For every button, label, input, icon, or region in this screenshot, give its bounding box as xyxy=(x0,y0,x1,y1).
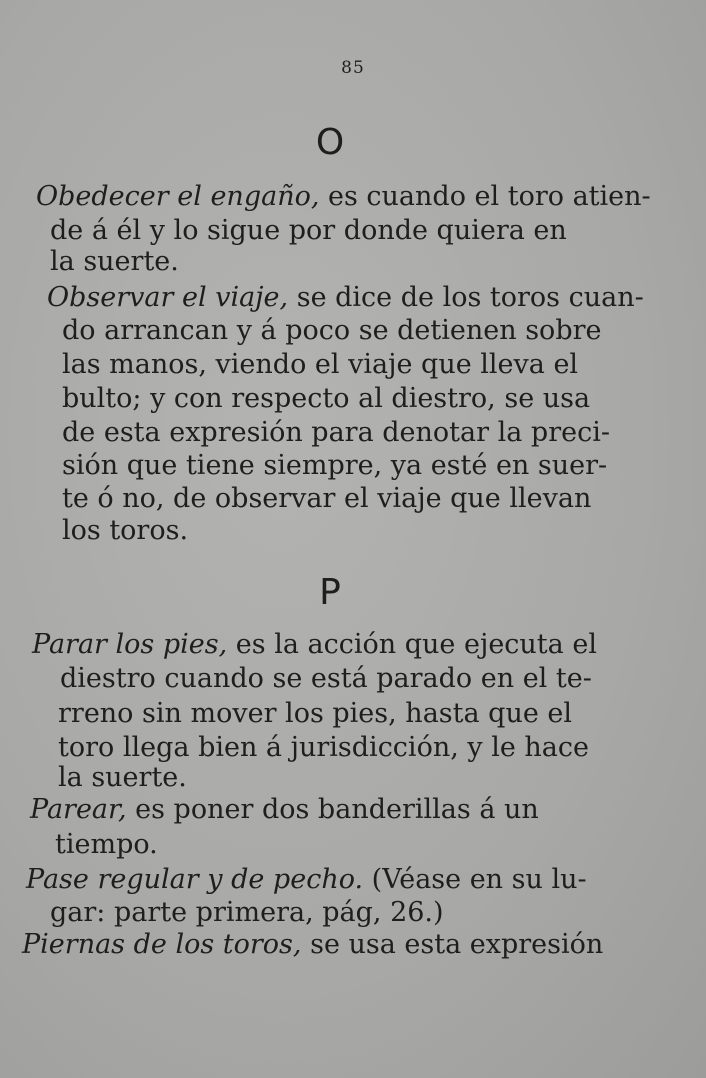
entry-text: se usa esta expresión xyxy=(301,929,604,960)
entry-line: las manos, viendo el viaje que lleva el xyxy=(62,349,579,380)
entry-observar-first-line xyxy=(47,281,644,315)
entry-term: Pase regular y de pecho. xyxy=(26,864,364,895)
entry-line: toro llega bien á jurisdicción, y le hace xyxy=(58,732,589,763)
entry-obedecer-first-line xyxy=(36,180,651,214)
entry-line: sión que tiene siempre, ya esté en suer- xyxy=(62,450,608,481)
entry-piernas-first-line xyxy=(22,928,603,962)
entry-line: bulto; y con respecto al diestro, se usa xyxy=(62,383,591,414)
entry-text: se dice de los toros cuan- xyxy=(288,282,644,313)
entry-line: gar: parte primera, pág, 26.) xyxy=(50,897,444,928)
entry-term: Parear, xyxy=(30,794,127,825)
entry-text: (Véase en su lu- xyxy=(363,864,587,895)
entry-line: la suerte. xyxy=(58,762,187,793)
entry-term: Parar los pies, xyxy=(32,629,228,660)
entry-line: rreno sin mover los pies, hasta que el xyxy=(58,698,573,729)
entry-parear-first-line xyxy=(30,793,539,827)
entry-line: de esta expresión para denotar la preci- xyxy=(62,417,610,448)
section-letter-o: O xyxy=(315,122,345,163)
entry-pase-first-line xyxy=(26,863,587,897)
entry-line: diestro cuando se está parado en el te- xyxy=(60,663,592,694)
entry-line: la suerte. xyxy=(50,246,179,277)
entry-term: Observar el viaje, xyxy=(47,282,289,313)
entry-text: es la acción que ejecuta el xyxy=(227,629,597,660)
entry-line: los toros. xyxy=(62,515,189,546)
entry-line: tiempo. xyxy=(55,829,158,860)
entry-line: de á él y lo sigue por donde quiera en xyxy=(50,215,567,246)
entry-text: es poner dos banderillas á un xyxy=(126,794,539,825)
entry-term: Piernas de los toros, xyxy=(22,929,302,960)
entry-line: do arrancan y á poco se detienen sobre xyxy=(62,315,602,346)
entry-term: Obedecer el engaño, xyxy=(36,181,320,212)
entry-text: es cuando el toro atien- xyxy=(319,181,651,212)
page-number: 85 xyxy=(341,58,365,78)
entry-line: te ó no, de observar el viaje que llevan xyxy=(62,483,592,514)
entry-parar-first-line xyxy=(32,628,597,662)
section-letter-p: P xyxy=(319,572,341,613)
